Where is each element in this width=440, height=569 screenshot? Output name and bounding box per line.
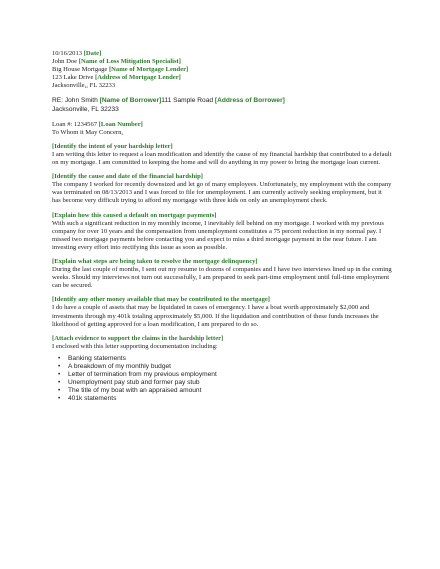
re-line	[52, 97, 392, 105]
list-item: • A breakdown of my monthly budget	[68, 363, 392, 371]
section-text-steps: During the last couple of months, I sent out my resume to dozens of companies and I have two interviews lined up in the coming weeks. Should my interviews not turn out successfully, I am prepared to seek part-time employment until full-time employment can be secured.	[52, 266, 392, 290]
specialist-tag: [Name of Loss Mitigation Specialist]	[78, 58, 181, 66]
list-item: • Letter of termination from my previous employment	[68, 371, 392, 379]
borrower-city: Jacksonville, FL 32233	[52, 105, 119, 113]
loan-tag: [Loan Number]	[98, 120, 143, 128]
list-item: • Banking statements	[68, 355, 392, 363]
loan-line	[52, 121, 392, 129]
date-value: 10/16/2013	[52, 50, 83, 57]
section-heading-default: [Explain how this caused a default on mortgage payments]	[52, 211, 217, 219]
lender-address: 123 Lake Drive	[52, 74, 94, 82]
re-prefix: RE: John Smith	[52, 97, 98, 105]
letter-page	[52, 50, 392, 403]
borrower-address-tag: [Address of Borrower]	[214, 97, 285, 105]
section-text-money: I do have a couple of assets that may be liquidated in cases of emergency. I have a boat worth approximately $2,000 and investments through my 401k totaling approximately $5,000. If the liquidation and contribution of these funds increases the likelihood of getting approved for a loan modification, I am prepared to do so.	[52, 304, 379, 328]
lender-address-tag: [Address of Mortgage Lender]	[95, 74, 181, 82]
section-heading-intent: [Identify the intent of your hardship letter]	[52, 142, 173, 150]
specialist-name: John Doe	[52, 58, 78, 66]
list-item: • Unemployment pay stub and former pay stub	[68, 379, 392, 387]
section-heading-evidence: [Attach evidence to support the claims in the hardship letter]	[52, 334, 224, 342]
lender-name: Big House Mortgage	[52, 66, 108, 74]
specialist-line	[52, 58, 392, 66]
list-item: • The title of my boat with an appraised amount	[68, 387, 392, 395]
date-line	[52, 50, 392, 58]
borrower-tag: [Name of Borrower]	[99, 97, 162, 105]
lender-tag: [Name of Mortgage Lender]	[108, 66, 189, 74]
section-heading-money: [Identify any other money available that may be contributed to the mortgage]	[52, 296, 270, 304]
salutation: To Whom it May Concern,	[52, 128, 124, 136]
loan-number: Loan #: 1234567	[52, 120, 98, 128]
section-text-evidence: I enclosed with this letter supporting documentation including:	[52, 342, 218, 350]
date-tag: [Date]	[83, 50, 102, 57]
list-item: • 401k statements	[68, 395, 392, 403]
section-text-intent: I am writing this letter to request a loan modification and identify the cause of my financial hardship that contributed to a default on my mortgage. I am committed to keeping the home and will do anything in my power to bring the mortgage loan current.	[52, 150, 392, 167]
section-text-cause: The company I worked for recently downsized and let go of many employees. Unfortunately, my employment with the company was terminated on 08/13/2013 and I was forced to file for unemployment. I am currently actively seeking employment, but it has become very difficult trying to afford my mortgage with three kids on only an unemployment check.	[52, 181, 392, 205]
section-heading-cause: [Identify the cause and date of the financial hardship]	[52, 173, 203, 181]
section-text-default: With such a significant reduction in my monthly income, I inevitably fell behind on my mortgage. I worked with my previous company for over 10 years and the compensation from unemployment constitutes a 75 percent reduction in my normal pay. I missed two mortgage payments before contacting you and expect to miss a third mortgage payment in the near future. I am investing every effort into rectifying this issue as soon as possible.	[52, 219, 384, 251]
lender-line	[52, 66, 392, 74]
borrower-address: 111 Sample Road	[161, 97, 214, 105]
enclosure-list	[52, 355, 392, 403]
section-heading-steps: [Explain what steps are being taken to resolve the mortgage delinquency]	[52, 257, 258, 265]
lender-city: Jacksonville,, FL 32233	[52, 82, 116, 90]
lender-address-line	[52, 74, 392, 82]
